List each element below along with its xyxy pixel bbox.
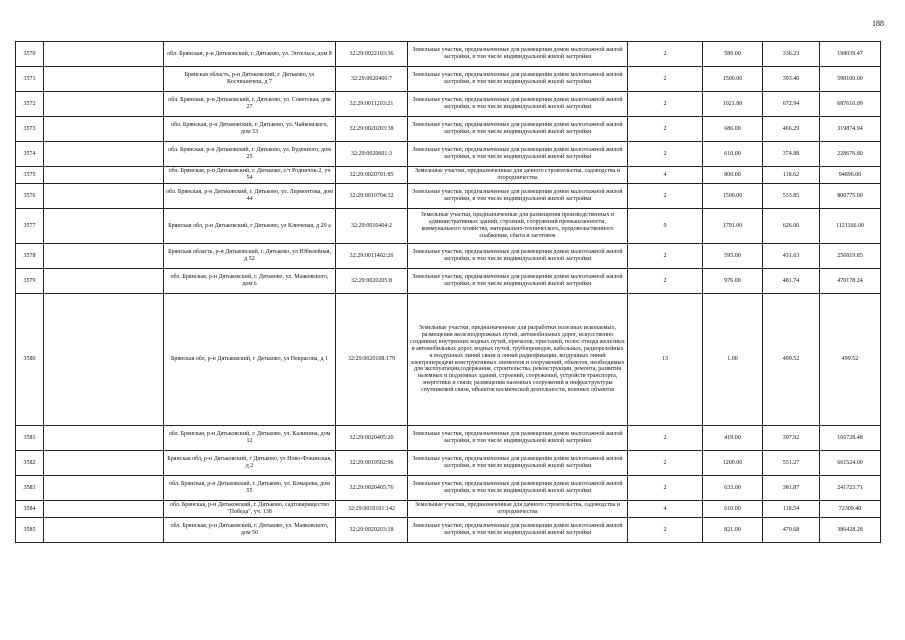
cadastral-number-cell: 32:29:0010101:142	[336, 501, 408, 518]
row-number: 3573	[16, 117, 44, 142]
area-cell: 610.00	[703, 501, 763, 518]
specific-value-cell: 393.40	[763, 67, 820, 92]
specific-value-cell: 470.68	[763, 518, 820, 543]
group-code-cell: 2	[628, 426, 703, 451]
specific-value-cell: 499.52	[763, 294, 820, 426]
cadastral-value-cell: 228676.80	[820, 142, 881, 167]
group-code-cell: 2	[628, 92, 703, 117]
address-cell: обл. Брянская, р-н Дятьковский, г. Дятьково, ул. Чайковского, дом 53	[164, 117, 336, 142]
table-row	[16, 501, 881, 518]
cadastral-number-cell: 32:29:0020203:38	[336, 117, 408, 142]
table-row	[16, 117, 881, 142]
row-number: 3574	[16, 142, 44, 167]
group-code-cell: 2	[628, 269, 703, 294]
group-code-cell: 4	[628, 501, 703, 518]
row-number: 3572	[16, 92, 44, 117]
blank-cell	[44, 476, 164, 501]
specific-value-cell: 481.74	[763, 269, 820, 294]
blank-cell	[44, 426, 164, 451]
group-code-cell: 2	[628, 67, 703, 92]
blank-cell	[44, 501, 164, 518]
row-number: 3579	[16, 269, 44, 294]
cadastral-number-cell: 32:29:0020205:8	[336, 269, 408, 294]
cadastral-value-cell: 319874.94	[820, 117, 881, 142]
specific-value-cell: 551.27	[763, 451, 820, 476]
area-cell: 1021.80	[703, 92, 763, 117]
land-use-description-cell: Земельные участки, предназначенные для размещения домов малоэтажной жилой застройки, в том числе индивидуальной жилой застройки	[408, 67, 628, 92]
blank-cell	[44, 67, 164, 92]
row-number: 3585	[16, 518, 44, 543]
address-cell: обл. Брянская, р-н Дятьковский, г. Дятьково, ул. Маяковского, дом 6	[164, 269, 336, 294]
land-use-description-cell: Земельные участки, предназначенные для дачного строительства, садоводства и огородничества	[408, 501, 628, 518]
blank-cell	[44, 269, 164, 294]
group-code-cell: 9	[628, 209, 703, 244]
address-cell: Брянская обл, р-н Дятьковский, г Дятьково, ул Ключевая, д 29 а	[164, 209, 336, 244]
area-cell: 595.00	[703, 244, 763, 269]
land-use-description-cell: Земельные участки, предназначенные для размещения домов малоэтажной жилой застройки, в том числе индивидуальной жилой застройки	[408, 42, 628, 67]
blank-cell	[44, 117, 164, 142]
group-code-cell: 2	[628, 451, 703, 476]
land-use-description-cell: Земельные участки, предназначенные для размещения домов малоэтажной жилой застройки, в том числе индивидуальной жилой застройки	[408, 117, 628, 142]
cadastral-value-cell: 687610.09	[820, 92, 881, 117]
row-number: 3582	[16, 451, 44, 476]
cadastral-value-cell: 470178.24	[820, 269, 881, 294]
land-use-description-cell: Земельные участки, предназначенные для дачного строительства, садоводства и огородничества	[408, 167, 628, 184]
address-cell: обл. Брянская, р-н Дятьковский, г. Дятьково, ул. Буденного, дом 25	[164, 142, 336, 167]
row-number: 3581	[16, 426, 44, 451]
address-cell: обл. Брянская, р-н Дятьковский, г. Дятьково, ул. Советская, дом 27	[164, 92, 336, 117]
address-cell: обл. Брянская, р-н Дятьковский, г. Дятьково, ул. Лермонтова, дом 44	[164, 184, 336, 209]
row-number: 3570	[16, 42, 44, 67]
cadastral-value-cell: 1121166.00	[820, 209, 881, 244]
blank-cell	[44, 209, 164, 244]
cadastral-value-cell: 72309.40	[820, 501, 881, 518]
table-row	[16, 142, 881, 167]
cadastral-value-cell: 166728.48	[820, 426, 881, 451]
table-row	[16, 92, 881, 117]
address-cell: обл. Брянская, р-н Дятьковский, г. Дятьково, ул. Энтельса, дом 8	[164, 42, 336, 67]
specific-value-cell: 672.94	[763, 92, 820, 117]
blank-cell	[44, 92, 164, 117]
table-row	[16, 184, 881, 209]
group-code-cell: 2	[628, 244, 703, 269]
land-use-description-cell: Земельные участки, предназначенные для размещения домов малоэтажной жилой застройки, в том числе индивидуальной жилой застройки	[408, 92, 628, 117]
cadastral-number-cell: 32:29:0010404:2	[336, 209, 408, 244]
cadastral-number-cell: 32:29:0011203:21	[336, 92, 408, 117]
row-number: 3580	[16, 294, 44, 426]
area-cell: 1500.00	[703, 67, 763, 92]
cadastral-value-cell: 241723.71	[820, 476, 881, 501]
table-row	[16, 426, 881, 451]
blank-cell	[44, 518, 164, 543]
cadastral-number-cell: 32:29:0020405:20	[336, 426, 408, 451]
area-cell: 1200.00	[703, 451, 763, 476]
area-cell: 821.00	[703, 518, 763, 543]
group-code-cell: 2	[628, 518, 703, 543]
area-cell: 633.00	[703, 476, 763, 501]
land-registry-table	[15, 41, 881, 543]
cadastral-value-cell: 800775.00	[820, 184, 881, 209]
row-number: 3577	[16, 209, 44, 244]
blank-cell	[44, 142, 164, 167]
area-cell: 610.00	[703, 142, 763, 167]
address-cell: обл. Брянская, р-н Дятьковский, г. Дятьково, ул. Маяковского, дом 50	[164, 518, 336, 543]
specific-value-cell: 336.23	[763, 42, 820, 67]
cadastral-number-cell: 32:29:0020203:18	[336, 518, 408, 543]
address-cell: Брянская обл, р-н Дятьковский, г Дятьково, ул Некрасова, д 1	[164, 294, 336, 426]
group-code-cell: 13	[628, 294, 703, 426]
table-row	[16, 209, 881, 244]
area-cell: 686.00	[703, 117, 763, 142]
land-use-description-cell: Земельные участки, предназначенные для размещения домов малоэтажной жилой застройки, в том числе индивидуальной жилой застройки	[408, 244, 628, 269]
land-use-description-cell: Земельные участки, предназначенные для разработки полезных ископаемых, размещения железнодорожных путей, автомобильных дорог, искусственно созданных внутренних водных путей, причалов, пристаней, полос отвода железных и автомобильных дорог, водных путей, трубопроводов, кабельных, радиорелейных и воздушных линий связи и линий радиофикации, воздушных линий электропередачи конструктивных элементов и сооружений, объектов, необходимых для эксплуатации,содержания, строительства, реконструкции, ремонта, развития наземных и подземных зданий, строений, сооружений, устройств транспорта, энергетики и связи; размещения наземных сооружений и инфраструктуры спутниковой связи, объектов космической деятельности, военных объектов	[408, 294, 628, 426]
specific-value-cell: 118.62	[763, 167, 820, 184]
address-cell: Брянская область, р-н Дятьковский, г. Дятьково, ул Косчюшечеш, д 7	[164, 67, 336, 92]
cadastral-number-cell: 32:29:0010704:32	[336, 184, 408, 209]
blank-cell	[44, 42, 164, 67]
table-row	[16, 244, 881, 269]
group-code-cell: 2	[628, 42, 703, 67]
group-code-cell: 4	[628, 167, 703, 184]
table-row	[16, 294, 881, 426]
address-cell: обл. Брянская, р-н Дятьковский, г. Дятьково, садтоварищество "Победа", уч. 138	[164, 501, 336, 518]
blank-cell	[44, 244, 164, 269]
specific-value-cell: 466.29	[763, 117, 820, 142]
blank-cell	[44, 167, 164, 184]
specific-value-cell: 533.85	[763, 184, 820, 209]
area-cell: 800.00	[703, 167, 763, 184]
address-cell: обл. Брянская, р-н Дятьковский, г. Дятьково, с/т Родничок-2, уч 54	[164, 167, 336, 184]
group-code-cell: 2	[628, 142, 703, 167]
blank-cell	[44, 451, 164, 476]
table-row	[16, 269, 881, 294]
row-number: 3571	[16, 67, 44, 92]
cadastral-value-cell: 499.52	[820, 294, 881, 426]
land-use-description-cell: Земельные участки, предназначенные для размещения домов малоэтажной жилой застройки, в том числе индивидуальной жилой застройки	[408, 269, 628, 294]
land-use-description-cell: Земельные участки, предназначенные для размещения домов малоэтажной жилой застройки, в том числе индивидуальной жилой застройки	[408, 451, 628, 476]
row-number: 3578	[16, 244, 44, 269]
land-use-description-cell: Земельные участки, предназначенные для размещения домов малоэтажной жилой застройки, в том числе индивидуальной жилой застройки	[408, 184, 628, 209]
area-cell: 589.00	[703, 42, 763, 67]
table-row	[16, 518, 881, 543]
group-code-cell: 2	[628, 184, 703, 209]
specific-value-cell: 374.88	[763, 142, 820, 167]
address-cell: Брянская обл, р-н Дятьковский, г Дятьково, ул Ново-Фокинская, д 2	[164, 451, 336, 476]
blank-cell	[44, 294, 164, 426]
specific-value-cell: 431.63	[763, 244, 820, 269]
land-use-description-cell: Земельные участки, предназначенные для размещения домов малоэтажной жилой застройки, в том числе индивидуальной жилой застройки	[408, 476, 628, 501]
land-use-description-cell: Земельные участки, предназначенные для размещения домов малоэтажной жилой застройки, в том числе индивидуальной жилой застройки	[408, 426, 628, 451]
table-row	[16, 451, 881, 476]
page-number: 188	[872, 19, 884, 28]
cadastral-value-cell: 590100.00	[820, 67, 881, 92]
row-number: 3575	[16, 167, 44, 184]
row-number: 3584	[16, 501, 44, 518]
address-cell: обл. Брянская, р-н Дятьковский, г. Дятьково, ул. Калинина, дом 12	[164, 426, 336, 451]
area-cell: 1500.00	[703, 184, 763, 209]
row-number: 3576	[16, 184, 44, 209]
blank-cell	[44, 184, 164, 209]
cadastral-number-cell: 32:29:0020601:3	[336, 142, 408, 167]
land-use-description-cell: Земельные участки, предназначенные для размещения производственных и административных зданий, строений, сооружений промышленности, коммунального хозяйства, материально-технического, продовольственного снабжения, сбыта и заготовок	[408, 209, 628, 244]
cadastral-number-cell: 32:29:0010502:96	[336, 451, 408, 476]
specific-value-cell: 626.00	[763, 209, 820, 244]
land-use-description-cell: Земельные участки, предназначенные для размещения домов малоэтажной жилой застройки, в том числе индивидуальной жилой застройки	[408, 518, 628, 543]
group-code-cell: 2	[628, 117, 703, 142]
area-cell: 1791.00	[703, 209, 763, 244]
land-use-description-cell: Земельные участки, предназначенные для размещения домов малоэтажной жилой застройки, в том числе индивидуальной жилой застройки	[408, 142, 628, 167]
cadastral-value-cell: 256819.85	[820, 244, 881, 269]
cadastral-number-cell: 32:29:0020108:179	[336, 294, 408, 426]
specific-value-cell: 381.87	[763, 476, 820, 501]
cadastral-value-cell: 94896.00	[820, 167, 881, 184]
table-row	[16, 67, 881, 92]
specific-value-cell: 397.92	[763, 426, 820, 451]
table-row	[16, 42, 881, 67]
cadastral-number-cell: 32:29:0022103:36	[336, 42, 408, 67]
area-cell: 1.00	[703, 294, 763, 426]
cadastral-number-cell: 32:29:0011402:26	[336, 244, 408, 269]
cadastral-number-cell: 32:29:0020405:76	[336, 476, 408, 501]
table-row	[16, 476, 881, 501]
row-number: 3583	[16, 476, 44, 501]
cadastral-value-cell: 386428.28	[820, 518, 881, 543]
specific-value-cell: 118.54	[763, 501, 820, 518]
area-cell: 976.00	[703, 269, 763, 294]
table-row	[16, 167, 881, 184]
cadastral-number-cell: 32:29:0020701:85	[336, 167, 408, 184]
cadastral-value-cell: 198039.47	[820, 42, 881, 67]
area-cell: 419.00	[703, 426, 763, 451]
cadastral-value-cell: 661524.00	[820, 451, 881, 476]
address-cell: обл. Брянская, р-н Дятьковский, г. Дятьково, ул. Комарова, дом 55	[164, 476, 336, 501]
cadastral-number-cell: 32:29:0020406:7	[336, 67, 408, 92]
group-code-cell: 2	[628, 476, 703, 501]
address-cell: Брянская область, р-н Дятьковский, г. Дятьково, ул Юбилейная, д 52	[164, 244, 336, 269]
